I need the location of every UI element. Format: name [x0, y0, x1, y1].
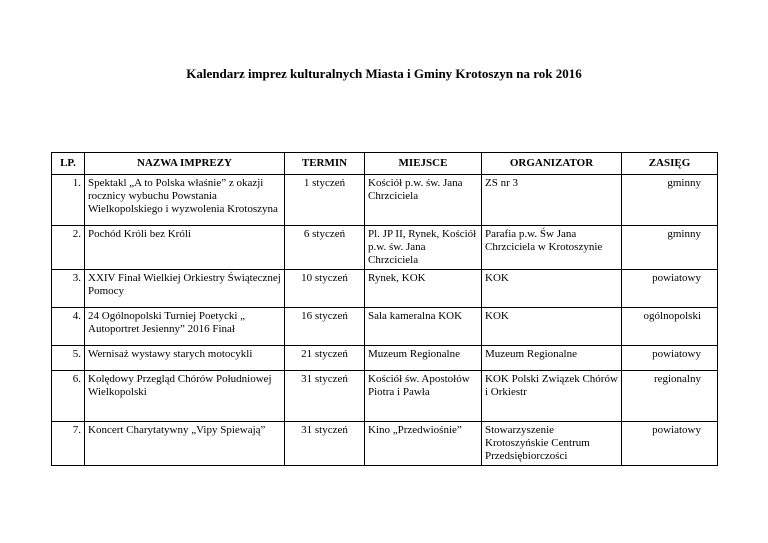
cell-place: Kościół św. Apostołów Piotra i Pawła: [365, 371, 482, 422]
table-header-row: [52, 153, 718, 175]
cell-date: 1 styczeń: [285, 175, 365, 226]
table-row: [52, 422, 718, 466]
header-date: TERMIN: [285, 153, 365, 175]
cell-name: Koncert Charytatywny „Vipy Spiewają”: [85, 422, 285, 466]
cell-lp: 3.: [52, 270, 85, 308]
cell-name: XXIV Finał Wielkiej Orkiestry Świątecznej Pomocy: [85, 270, 285, 308]
cell-scope: powiatowy: [622, 270, 718, 308]
cell-organizer: KOK: [482, 270, 622, 308]
cell-date: 31 styczeń: [285, 422, 365, 466]
table-row: [52, 270, 718, 308]
header-lp: LP.: [52, 153, 85, 175]
table-row: [52, 226, 718, 270]
cell-organizer: KOK Polski Związek Chórów i Orkiestr: [482, 371, 622, 422]
cell-name: Pochód Króli bez Króli: [85, 226, 285, 270]
table-row: [52, 308, 718, 346]
page-title: Kalendarz imprez kulturalnych Miasta i Gminy Krotoszyn na rok 2016: [186, 66, 582, 81]
cell-date: 6 styczeń: [285, 226, 365, 270]
table-row: [52, 175, 718, 226]
cell-lp: 5.: [52, 346, 85, 371]
cell-lp: 2.: [52, 226, 85, 270]
cell-organizer: Muzeum Regionalne: [482, 346, 622, 371]
cell-scope: gminny: [622, 175, 718, 226]
cell-date: 16 styczeń: [285, 308, 365, 346]
cell-name: Wernisaż wystawy starych motocykli: [85, 346, 285, 371]
cell-organizer: KOK: [482, 308, 622, 346]
table-row: [52, 346, 718, 371]
cell-scope: gminny: [622, 226, 718, 270]
cell-lp: 7.: [52, 422, 85, 466]
cell-place: Sala kameralna KOK: [365, 308, 482, 346]
cell-name: 24 Ogólnopolski Turniej Poetycki „ Autoportret Jesienny” 2016 Finał: [85, 308, 285, 346]
header-name: NAZWA IMPREZY: [85, 153, 285, 175]
cell-lp: 1.: [52, 175, 85, 226]
cell-date: 10 styczeń: [285, 270, 365, 308]
cell-scope: regionalny: [622, 371, 718, 422]
cell-name: Spektakl „A to Polska właśnie” z okazji rocznicy wybuchu Powstania Wielkopolskiego i wyzwolenia Krotoszyna: [85, 175, 285, 226]
cell-place: Kościół p.w. św. Jana Chrzciciela: [365, 175, 482, 226]
cell-scope: powiatowy: [622, 346, 718, 371]
cell-lp: 4.: [52, 308, 85, 346]
cell-date: 31 styczeń: [285, 371, 365, 422]
cell-scope: powiatowy: [622, 422, 718, 466]
header-organizer: ORGANIZATOR: [482, 153, 622, 175]
cell-organizer: ZS nr 3: [482, 175, 622, 226]
header-scope: ZASIĘG: [622, 153, 718, 175]
header-place: MIEJSCE: [365, 153, 482, 175]
cell-organizer: Stowarzyszenie Krotoszyńskie Centrum Przedsiębiorczości: [482, 422, 622, 466]
cell-place: Kino „Przedwiośnie”: [365, 422, 482, 466]
cell-place: Muzeum Regionalne: [365, 346, 482, 371]
cell-place: Pl. JP II, Rynek, Kościół p.w. św. Jana Chrzciciela: [365, 226, 482, 270]
table-row: [52, 371, 718, 422]
cell-name: Kolędowy Przegląd Chórów Południowej Wielkopolski: [85, 371, 285, 422]
cell-date: 21 styczeń: [285, 346, 365, 371]
cell-place: Rynek, KOK: [365, 270, 482, 308]
cell-lp: 6.: [52, 371, 85, 422]
events-table: [51, 152, 718, 466]
cell-scope: ogólnopolski: [622, 308, 718, 346]
cell-organizer: Parafia p.w. Św Jana Chrzciciela w Krotoszynie: [482, 226, 622, 270]
